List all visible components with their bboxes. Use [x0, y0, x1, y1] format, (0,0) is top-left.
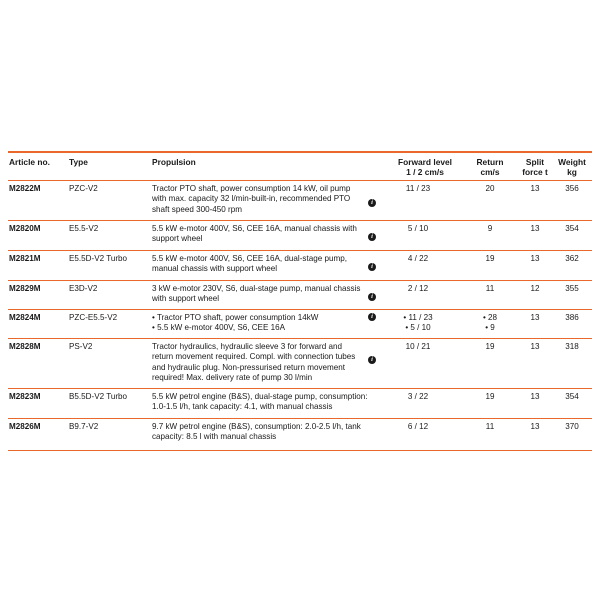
return-speed: 11: [485, 422, 495, 431]
propulsion-line: required! Max. delivery rate of pump 30 l/min: [152, 373, 313, 383]
return-speed-value: • 9: [470, 323, 510, 333]
article-number: M2824M: [9, 313, 41, 322]
weight: 356: [565, 184, 579, 193]
article-number: M2823M: [9, 392, 41, 401]
info-icon-glyph: i: [368, 263, 376, 271]
weight: 355: [565, 284, 579, 293]
propulsion-bullet: • Tractor PTO shaft, power consumption 14kW: [152, 313, 362, 323]
propulsion-line: 5.5 kW e-motor 400V, S6, CEE 16A, manual chassis with: [152, 224, 357, 233]
weight: 354: [565, 224, 579, 233]
type-code: E5.5-V2: [69, 224, 99, 233]
info-icon-glyph: i: [368, 199, 376, 207]
info-icon[interactable]: [368, 291, 376, 301]
forward-level: 11 / 23: [405, 184, 431, 193]
type-code: E3D-V2: [69, 284, 98, 293]
info-icon-glyph: i: [368, 313, 376, 321]
type-code: B9.7-V2: [69, 422, 99, 431]
return-speed: 19: [485, 392, 495, 401]
type-code: E5.5D-V2 Turbo: [69, 254, 128, 263]
table-row: [8, 180, 592, 220]
info-icon[interactable]: [368, 261, 376, 271]
propulsion-bullets: [152, 313, 362, 334]
header-split: [515, 157, 555, 177]
split-force: 13: [530, 422, 540, 431]
table-row: [8, 418, 592, 451]
table-row: [8, 280, 592, 309]
propulsion-line: Tractor hydraulics, hydraulic sleeve 3 for forward and: [152, 342, 342, 351]
article-number: M2826M: [9, 422, 41, 431]
weight: 354: [565, 392, 579, 401]
type-code: PS-V2: [69, 342, 93, 351]
info-icon-glyph: i: [368, 356, 376, 364]
header-split-line1: Split: [525, 157, 545, 167]
info-icon[interactable]: [368, 231, 376, 241]
header-type: Type: [69, 157, 88, 167]
header-forward-line2: 1 / 2 cm/s: [406, 167, 444, 177]
header-propulsion: Propulsion: [152, 157, 196, 167]
article-number: M2822M: [9, 184, 41, 193]
propulsion-line: and hydraulic plug. Non-pressurised return movement: [152, 362, 345, 372]
split-force: 13: [530, 342, 540, 351]
table-row: [8, 309, 592, 338]
header-weight: [552, 157, 592, 177]
type-code: PZC-E5.5-V2: [69, 313, 118, 322]
propulsion-bullet: • 5.5 kW e-motor 400V, S6, CEE 16A: [152, 323, 362, 333]
type-code: PZC-V2: [69, 184, 98, 193]
propulsion-line: Tractor PTO shaft, power consumption 14 kW, oil pump: [152, 184, 351, 193]
header-forward-line1: Forward level: [398, 157, 452, 167]
header-return-line2: cm/s: [480, 167, 500, 177]
weight: 386: [565, 313, 579, 322]
propulsion-line: 9.7 kW petrol engine (B&S), consumption: 2.0-2.5 l/h, tank: [152, 422, 361, 431]
propulsion-line: 3 kW e-motor 230V, S6, dual-stage pump, manual chassis: [152, 284, 361, 293]
return-speed: [470, 313, 510, 334]
propulsion-text: [152, 254, 362, 275]
type-code: B5.5D-V2 Turbo: [69, 392, 128, 401]
table-row: [8, 250, 592, 280]
return-speed: 9: [487, 224, 493, 233]
header-forward: [392, 157, 458, 177]
header-weight-line2: kg: [567, 167, 577, 177]
propulsion-line: return movement required. Compl. with connection tubes: [152, 352, 356, 362]
header-weight-line1: Weight: [558, 157, 586, 167]
propulsion-line: with support wheel: [152, 294, 220, 304]
return-speed: 20: [485, 184, 495, 193]
propulsion-text: [152, 313, 362, 334]
propulsion-line: support wheel: [152, 234, 203, 244]
propulsion-text: [152, 224, 362, 245]
split-force: 13: [530, 392, 540, 401]
article-number: M2828M: [9, 342, 41, 351]
article-number: M2821M: [9, 254, 41, 263]
table-row: [8, 220, 592, 250]
propulsion-line: manual chassis with support wheel: [152, 264, 278, 274]
forward-level: 4 / 22: [407, 254, 429, 263]
forward-level: [392, 313, 444, 334]
return-speed: 19: [485, 254, 495, 263]
propulsion-text: [152, 284, 362, 305]
header-article: Article no.: [9, 157, 50, 167]
forward-level: 5 / 10: [407, 224, 429, 233]
return-speed: 11: [485, 284, 495, 293]
propulsion-text: [152, 342, 362, 384]
weight: 362: [565, 254, 579, 263]
propulsion-line: capacity: 8.5 l with manual chassis: [152, 432, 277, 442]
info-icon-glyph: i: [368, 293, 376, 301]
propulsion-line: shaft speed 300-450 rpm: [152, 204, 242, 214]
weight: 318: [565, 342, 579, 351]
split-force: 13: [530, 184, 540, 193]
forward-level-value: • 11 / 23: [392, 313, 444, 323]
table-row: [8, 338, 592, 388]
article-number: M2820M: [9, 224, 41, 233]
info-icon-glyph: i: [368, 233, 376, 241]
propulsion-text: [152, 422, 382, 443]
forward-level: 3 / 22: [407, 392, 429, 401]
info-icon[interactable]: [368, 354, 376, 364]
header-return: [470, 157, 510, 177]
header-return-line1: Return: [476, 157, 504, 167]
propulsion-line: 5.5 kW petrol engine (B&S), dual-stage pump, consumption:: [152, 392, 368, 401]
specs-table: [8, 151, 592, 451]
split-force: 13: [530, 313, 540, 322]
split-force: 13: [530, 224, 540, 233]
return-speed-value: • 28: [470, 313, 510, 323]
split-force: 12: [530, 284, 540, 293]
weight: 370: [565, 422, 579, 431]
table-row: [8, 388, 592, 418]
forward-level: 10 / 21: [405, 342, 431, 351]
forward-level-value: • 5 / 10: [392, 323, 444, 333]
forward-level: 6 / 12: [407, 422, 429, 431]
header-split-line2: force t: [522, 167, 548, 177]
propulsion-text: [152, 392, 382, 413]
info-icon[interactable]: [368, 197, 376, 207]
split-force: 13: [530, 254, 540, 263]
table-header: [8, 153, 592, 180]
return-speed: 19: [485, 342, 495, 351]
propulsion-line: 5.5 kW e-motor 400V, S6, CEE 16A, dual-stage pump,: [152, 254, 347, 263]
propulsion-line: 1.0-1.5 l/h, tank capacity: 4.1, with manual chassis: [152, 402, 333, 412]
propulsion-text: [152, 184, 362, 215]
info-icon[interactable]: [368, 311, 376, 321]
forward-level: 2 / 12: [407, 284, 429, 293]
article-number: M2829M: [9, 284, 41, 293]
propulsion-line: with max. capacity 32 l/min-built-in, recommended PTO: [152, 194, 351, 204]
